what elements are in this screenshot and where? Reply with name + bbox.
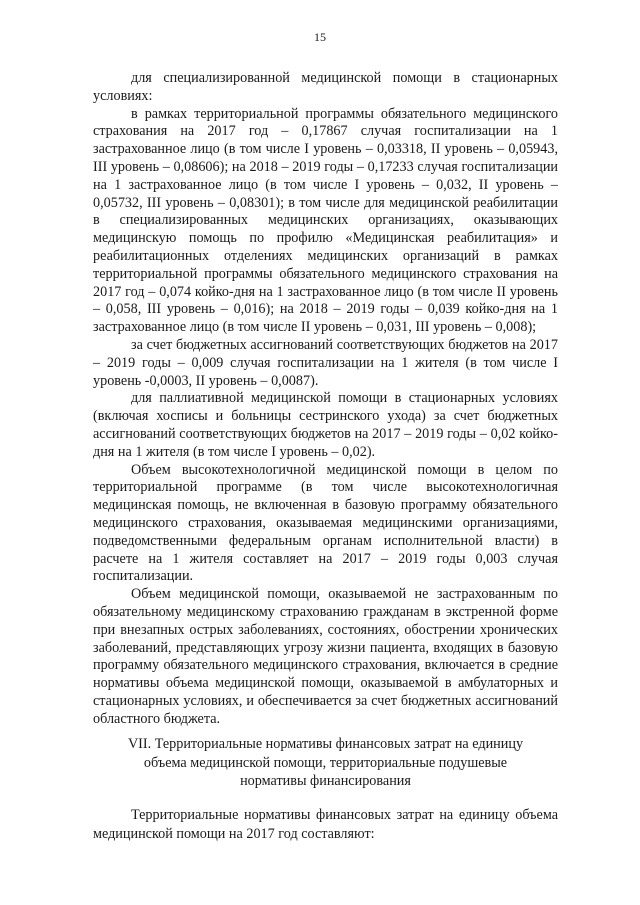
heading-line: VII. Территориальные нормативы финансовых затрат на единицу — [127, 736, 524, 752]
paragraph: Объем высокотехнологичной медицинской помощи в целом по территориальной программе (в том числе высокотехнологичная медицинская помощь, не включенная в базовую программу обязательного медицинского страхования, оказываемая медицинскими организациями, подведомственными федеральным органам исполнительной власти) в расчете на 1 жителя составляет на 2017 – 2019 годы 0,003 случая госпитализации. — [93, 461, 558, 585]
heading-line: нормативы финансирования — [240, 773, 411, 789]
paragraph: для паллиативной медицинской помощи в стационарных условиях (включая хосписы и больницы сестринского ухода) за счет бюджетных ассигнований соответствующих бюджетов на 2017 – 2019 годы – 0,02 койко-дня на 1 жителя (в том числе I уровень – 0,02). — [93, 390, 558, 460]
paragraph: в рамках территориальной программы обязательного медицинского страхования на 2017 год – 0,17867 случая госпитализации на 1 застрахованное лицо (в том числе I уровень – 0,03318, II уровень – 0,05943, III уровень – 0,08606); на 2018 – 2019 годы – 0,17233 случая госпитализации на 1 застрахованное лицо (в том числе I уровень – 0,032, II уровень – 0,05732, III уровень – 0,08301); в том числе для медицинской реабилитации в специализированных медицинских организациях, оказывающих медицинскую помощь по профилю «Медицинская реабилитация» и реабилитационных отделениях медицинских организаций в рамках территориальной программы обязательного медицинского страхования на 2017 год – 0,074 койко-дня на 1 застрахованное лицо (в том числе II уровень – 0,058, III уровень – 0,016); на 2018 – 2019 годы – 0,039 койко-дня на 1 застрахованное лицо (в том числе II уровень – 0,031, III уровень – 0,008); — [93, 105, 558, 336]
page-number: 15 — [314, 30, 326, 44]
final-section — [93, 806, 558, 843]
document-body — [93, 70, 558, 728]
heading-line: объема медицинской помощи, территориальные подушевые — [143, 754, 508, 771]
paragraph: Территориальные нормативы финансовых затрат на единицу объема медицинской помощи на 2017 год составляют: — [93, 807, 558, 842]
paragraph: для специализированной медицинской помощи в стационарных условиях: — [93, 70, 558, 104]
paragraph: Объем медицинской помощи, оказываемой не застрахованным по обязательному медицинскому страхованию гражданам в экстренной форме при внезапных острых заболеваниях, состояниях, обострении хронических заболеваний, представляющих угрозу жизни пациента, входящих в базовую программу обязательного медицинского страхования, включается в средние нормативы объема медицинской помощи, оказываемой в амбулаторных и стационарных условиях, и обеспечивается за счет бюджетных ассигнований областного бюджета. — [93, 586, 558, 727]
paragraph: за счет бюджетных ассигнований соответствующих бюджетов на 2017 – 2019 годы – 0,009 случая госпитализации на 1 жителя (в том числе I уровень -0,0003, II уровень – 0,0087). — [93, 336, 558, 389]
section-heading — [93, 735, 558, 791]
